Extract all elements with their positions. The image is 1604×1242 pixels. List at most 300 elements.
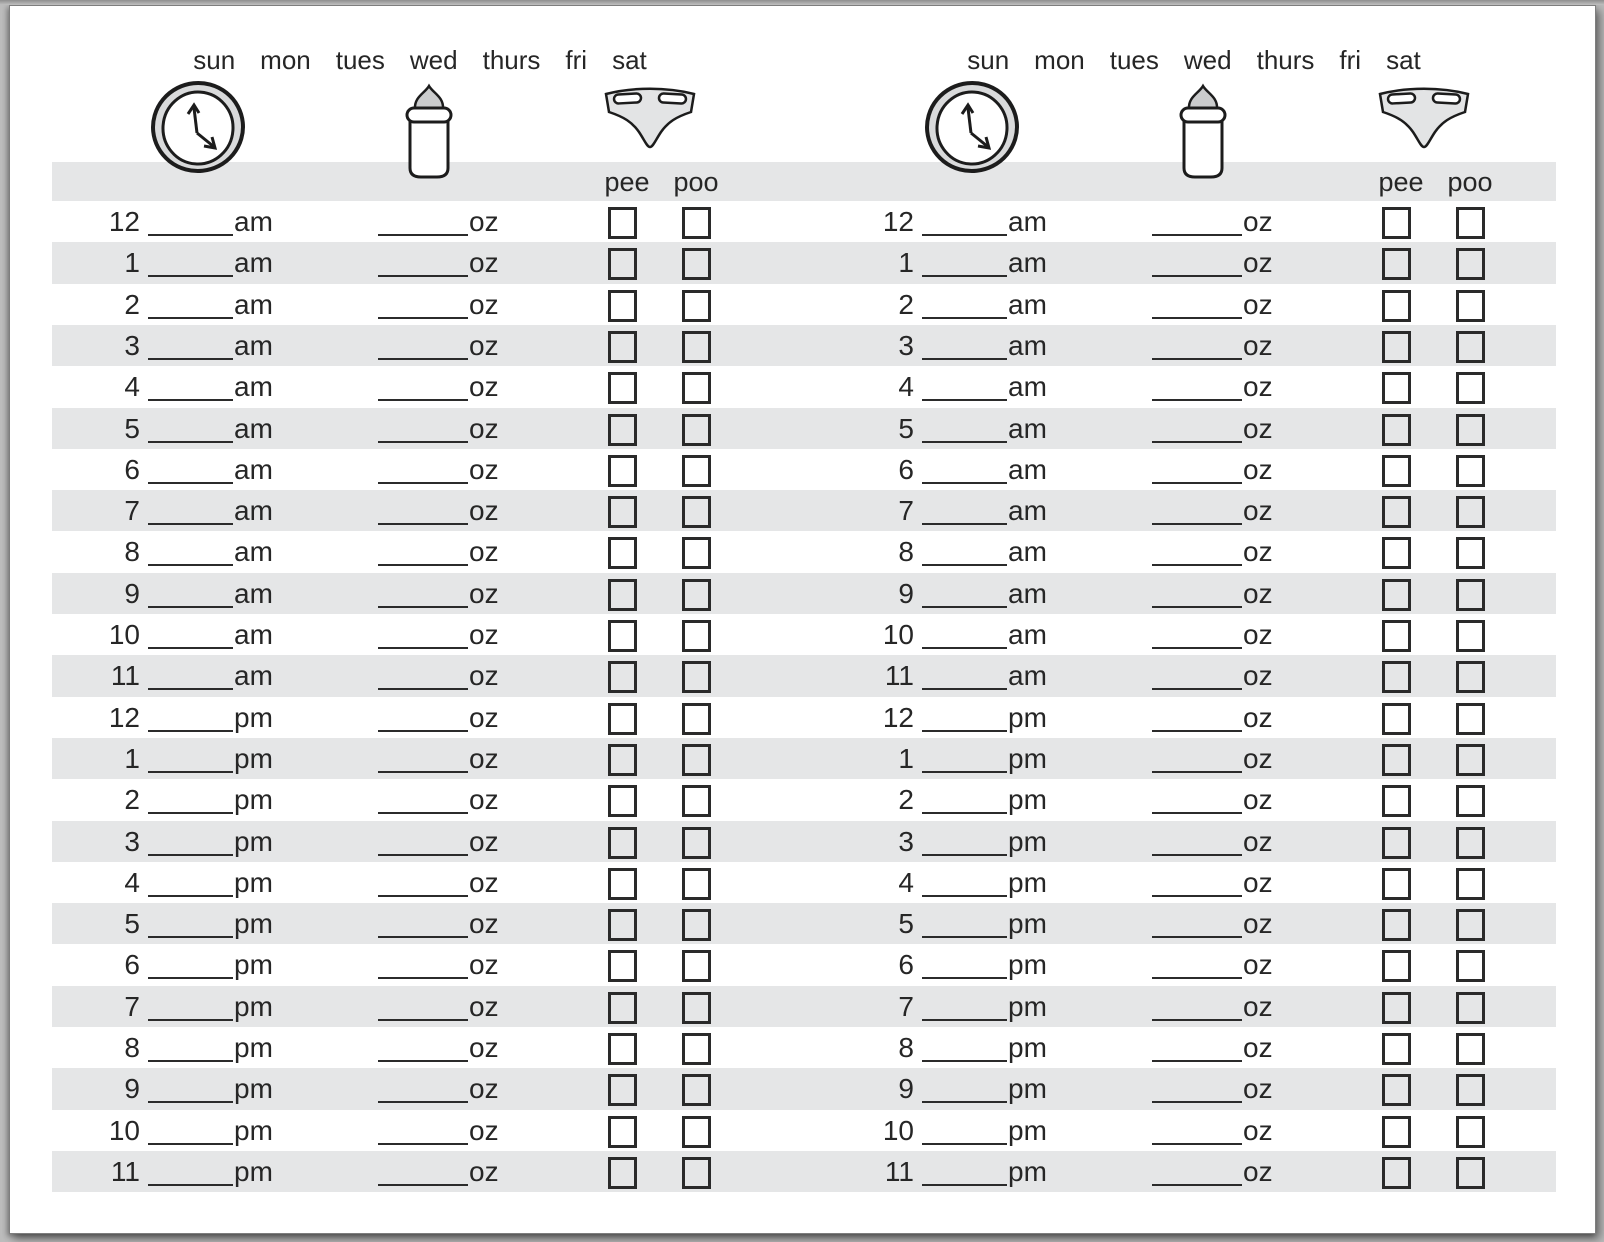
pee-checkbox[interactable] bbox=[608, 992, 637, 1024]
time-blank[interactable] bbox=[922, 1184, 1007, 1186]
ounces-blank[interactable] bbox=[1152, 812, 1242, 814]
oz-label: oz bbox=[1243, 577, 1273, 609]
oz-label: oz bbox=[469, 1032, 499, 1063]
ounces-blank[interactable] bbox=[378, 564, 468, 566]
ounces-blank[interactable] bbox=[1152, 482, 1242, 484]
poo-checkbox[interactable] bbox=[1456, 455, 1485, 487]
oz-label: oz bbox=[469, 288, 499, 320]
meridiem-label: pm bbox=[234, 949, 273, 981]
pee-checkbox[interactable] bbox=[608, 868, 637, 900]
time-blank[interactable] bbox=[922, 482, 1007, 484]
hour-row bbox=[774, 903, 1554, 944]
clock-icon bbox=[924, 80, 1020, 175]
hour-label: 6 bbox=[898, 453, 914, 485]
time-blank[interactable] bbox=[148, 1143, 233, 1145]
poo-checkbox[interactable] bbox=[682, 950, 711, 982]
time-blank[interactable] bbox=[922, 358, 1007, 360]
pee-checkbox[interactable] bbox=[1382, 785, 1411, 817]
ounces-blank[interactable] bbox=[1152, 399, 1242, 401]
ounces-blank[interactable] bbox=[1152, 730, 1242, 732]
ounces-blank[interactable] bbox=[378, 812, 468, 814]
pee-checkbox[interactable] bbox=[608, 827, 637, 859]
poo-checkbox[interactable] bbox=[682, 661, 711, 693]
hour-row bbox=[774, 1068, 1554, 1109]
diaper-icon bbox=[598, 84, 702, 154]
hour-row bbox=[0, 201, 780, 242]
hour-row bbox=[774, 697, 1554, 738]
ounces-blank[interactable] bbox=[378, 895, 468, 897]
poo-checkbox[interactable] bbox=[1456, 372, 1485, 404]
pee-checkbox[interactable] bbox=[1382, 1033, 1411, 1065]
ounces-blank[interactable] bbox=[1152, 936, 1242, 938]
oz-label: oz bbox=[469, 371, 499, 403]
poo-checkbox[interactable] bbox=[682, 455, 711, 487]
meridiem-label: am bbox=[234, 495, 273, 527]
poo-column-header: poo bbox=[1447, 167, 1493, 197]
weekday-label: fri bbox=[1339, 45, 1362, 75]
poo-column-header: poo bbox=[673, 167, 719, 197]
hour-label: 5 bbox=[898, 412, 914, 444]
oz-label: oz bbox=[469, 536, 499, 568]
hour-label: 9 bbox=[898, 577, 914, 609]
pee-checkbox[interactable] bbox=[608, 620, 637, 652]
poo-checkbox[interactable] bbox=[682, 1074, 711, 1106]
ounces-blank[interactable] bbox=[1152, 358, 1242, 360]
pee-checkbox[interactable] bbox=[1382, 414, 1411, 446]
ounces-blank[interactable] bbox=[1152, 1143, 1242, 1145]
time-blank[interactable] bbox=[922, 1019, 1007, 1021]
ounces-blank[interactable] bbox=[1152, 647, 1242, 649]
poo-checkbox[interactable] bbox=[1456, 1116, 1485, 1148]
poo-checkbox[interactable] bbox=[1456, 1157, 1485, 1189]
pee-checkbox[interactable] bbox=[1382, 868, 1411, 900]
pee-checkbox[interactable] bbox=[1382, 703, 1411, 735]
time-blank[interactable] bbox=[922, 564, 1007, 566]
poo-checkbox[interactable] bbox=[682, 1116, 711, 1148]
pee-checkbox[interactable] bbox=[608, 744, 637, 776]
meridiem-label: am bbox=[234, 329, 273, 361]
ounces-blank[interactable] bbox=[1152, 1101, 1242, 1103]
hour-label: 3 bbox=[898, 825, 914, 857]
poo-checkbox[interactable] bbox=[682, 496, 711, 528]
time-blank[interactable] bbox=[922, 234, 1007, 236]
time-blank[interactable] bbox=[148, 647, 233, 649]
poo-checkbox[interactable] bbox=[682, 992, 711, 1024]
pee-checkbox[interactable] bbox=[1382, 661, 1411, 693]
oz-label: oz bbox=[1243, 866, 1273, 898]
poo-checkbox[interactable] bbox=[1456, 827, 1485, 859]
oz-label: oz bbox=[1243, 660, 1273, 692]
oz-label: oz bbox=[469, 949, 499, 981]
ounces-blank[interactable] bbox=[1152, 523, 1242, 525]
time-blank[interactable] bbox=[148, 523, 233, 525]
ounces-blank[interactable] bbox=[1152, 854, 1242, 856]
time-blank[interactable] bbox=[922, 606, 1007, 608]
pee-checkbox[interactable] bbox=[608, 661, 637, 693]
pee-checkbox[interactable] bbox=[608, 785, 637, 817]
pee-checkbox[interactable] bbox=[1382, 1116, 1411, 1148]
hour-row bbox=[774, 284, 1554, 325]
hour-label: 4 bbox=[898, 371, 914, 403]
poo-checkbox[interactable] bbox=[1456, 744, 1485, 776]
poo-checkbox[interactable] bbox=[1456, 909, 1485, 941]
ounces-blank[interactable] bbox=[378, 358, 468, 360]
ounces-blank[interactable] bbox=[378, 1060, 468, 1062]
pee-checkbox[interactable] bbox=[608, 1157, 637, 1189]
hour-row bbox=[0, 1110, 780, 1151]
poo-checkbox[interactable] bbox=[682, 331, 711, 363]
hour-row bbox=[774, 614, 1554, 655]
ounces-blank[interactable] bbox=[1152, 895, 1242, 897]
weekday-row bbox=[924, 45, 1464, 76]
hour-label: 1 bbox=[898, 742, 914, 774]
hour-row bbox=[774, 944, 1554, 985]
poo-checkbox[interactable] bbox=[682, 703, 711, 735]
weekday-label: sun bbox=[193, 45, 236, 75]
time-blank[interactable] bbox=[148, 482, 233, 484]
poo-checkbox[interactable] bbox=[682, 827, 711, 859]
time-blank[interactable] bbox=[148, 358, 233, 360]
poo-checkbox[interactable] bbox=[682, 537, 711, 569]
time-blank[interactable] bbox=[148, 1019, 233, 1021]
ounces-blank[interactable] bbox=[378, 441, 468, 443]
pee-checkbox[interactable] bbox=[608, 290, 637, 322]
meridiem-label: am bbox=[234, 660, 273, 692]
oz-label: oz bbox=[469, 784, 499, 816]
pee-checkbox[interactable] bbox=[1382, 496, 1411, 528]
pee-checkbox[interactable] bbox=[608, 372, 637, 404]
poo-checkbox[interactable] bbox=[1456, 661, 1485, 693]
hour-row bbox=[774, 573, 1554, 614]
ounces-blank[interactable] bbox=[378, 771, 468, 773]
hour-row bbox=[0, 531, 780, 572]
ounces-blank[interactable] bbox=[378, 1019, 468, 1021]
poo-checkbox[interactable] bbox=[682, 579, 711, 611]
time-blank[interactable] bbox=[922, 895, 1007, 897]
ounces-blank[interactable] bbox=[1152, 771, 1242, 773]
hour-label: 3 bbox=[124, 825, 140, 857]
hour-label: 8 bbox=[124, 1032, 140, 1063]
hour-label: 12 bbox=[882, 206, 914, 237]
hour-label: 1 bbox=[124, 247, 140, 279]
hour-row bbox=[774, 531, 1554, 572]
pee-checkbox[interactable] bbox=[1382, 579, 1411, 611]
poo-checkbox[interactable] bbox=[1456, 1074, 1485, 1106]
pee-checkbox[interactable] bbox=[608, 207, 637, 239]
ounces-blank[interactable] bbox=[378, 977, 468, 979]
ounces-blank[interactable] bbox=[1152, 1184, 1242, 1186]
hour-row bbox=[0, 697, 780, 738]
ounces-blank[interactable] bbox=[378, 854, 468, 856]
meridiem-label: pm bbox=[234, 908, 273, 940]
meridiem-label: pm bbox=[1008, 701, 1047, 733]
pee-checkbox[interactable] bbox=[1382, 744, 1411, 776]
time-blank[interactable] bbox=[922, 523, 1007, 525]
oz-label: oz bbox=[1243, 784, 1273, 816]
poo-checkbox[interactable] bbox=[1456, 496, 1485, 528]
poo-checkbox[interactable] bbox=[682, 372, 711, 404]
hour-label: 3 bbox=[124, 329, 140, 361]
ounces-blank[interactable] bbox=[378, 399, 468, 401]
poo-checkbox[interactable] bbox=[1456, 207, 1485, 239]
ounces-blank[interactable] bbox=[378, 523, 468, 525]
time-blank[interactable] bbox=[148, 275, 233, 277]
poo-checkbox[interactable] bbox=[1456, 620, 1485, 652]
oz-label: oz bbox=[469, 701, 499, 733]
time-blank[interactable] bbox=[922, 771, 1007, 773]
poo-checkbox[interactable] bbox=[682, 207, 711, 239]
time-blank[interactable] bbox=[148, 771, 233, 773]
hour-row bbox=[0, 242, 780, 283]
meridiem-label: pm bbox=[1008, 1032, 1047, 1063]
meridiem-label: pm bbox=[1008, 825, 1047, 857]
hour-row bbox=[0, 821, 780, 862]
hour-label: 10 bbox=[882, 619, 914, 650]
time-blank[interactable] bbox=[922, 812, 1007, 814]
ounces-blank[interactable] bbox=[378, 275, 468, 277]
meridiem-label: am bbox=[1008, 412, 1047, 444]
hour-row bbox=[774, 779, 1554, 820]
meridiem-label: am bbox=[234, 288, 273, 320]
time-blank[interactable] bbox=[922, 936, 1007, 938]
ounces-blank[interactable] bbox=[378, 730, 468, 732]
hour-row bbox=[0, 325, 780, 366]
pee-checkbox[interactable] bbox=[608, 537, 637, 569]
hour-label: 1 bbox=[898, 247, 914, 279]
poo-checkbox[interactable] bbox=[682, 1157, 711, 1189]
ounces-blank[interactable] bbox=[1152, 564, 1242, 566]
poo-checkbox[interactable] bbox=[682, 909, 711, 941]
pee-checkbox[interactable] bbox=[1382, 248, 1411, 280]
time-blank[interactable] bbox=[148, 977, 233, 979]
pee-checkbox[interactable] bbox=[1382, 1074, 1411, 1106]
meridiem-label: pm bbox=[234, 701, 273, 733]
poo-checkbox[interactable] bbox=[1456, 992, 1485, 1024]
pee-checkbox[interactable] bbox=[608, 1116, 637, 1148]
time-blank[interactable] bbox=[148, 399, 233, 401]
pee-checkbox[interactable] bbox=[608, 1033, 637, 1065]
meridiem-label: pm bbox=[234, 784, 273, 816]
time-blank[interactable] bbox=[922, 1143, 1007, 1145]
ounces-blank[interactable] bbox=[1152, 234, 1242, 236]
oz-label: oz bbox=[469, 908, 499, 940]
ounces-blank[interactable] bbox=[1152, 1060, 1242, 1062]
poo-checkbox[interactable] bbox=[1456, 331, 1485, 363]
time-blank[interactable] bbox=[148, 234, 233, 236]
pee-checkbox[interactable] bbox=[1382, 331, 1411, 363]
hour-row bbox=[774, 201, 1554, 242]
ounces-blank[interactable] bbox=[378, 606, 468, 608]
pee-checkbox[interactable] bbox=[1382, 455, 1411, 487]
pee-checkbox[interactable] bbox=[608, 496, 637, 528]
time-blank[interactable] bbox=[148, 606, 233, 608]
ounces-blank[interactable] bbox=[1152, 688, 1242, 690]
time-blank[interactable] bbox=[922, 317, 1007, 319]
poo-checkbox[interactable] bbox=[1456, 703, 1485, 735]
weekday-label: mon bbox=[1034, 45, 1085, 75]
time-blank[interactable] bbox=[922, 977, 1007, 979]
time-blank[interactable] bbox=[922, 1101, 1007, 1103]
hour-row bbox=[0, 903, 780, 944]
ounces-blank[interactable] bbox=[378, 1184, 468, 1186]
time-blank[interactable] bbox=[148, 564, 233, 566]
hour-row bbox=[774, 1110, 1554, 1151]
ounces-blank[interactable] bbox=[378, 482, 468, 484]
ounces-blank[interactable] bbox=[1152, 275, 1242, 277]
poo-checkbox[interactable] bbox=[1456, 785, 1485, 817]
pee-checkbox[interactable] bbox=[1382, 827, 1411, 859]
oz-label: oz bbox=[469, 453, 499, 485]
ounces-blank[interactable] bbox=[378, 317, 468, 319]
poo-checkbox[interactable] bbox=[682, 620, 711, 652]
oz-label: oz bbox=[1243, 495, 1273, 527]
poo-checkbox[interactable] bbox=[682, 744, 711, 776]
pee-checkbox[interactable] bbox=[608, 909, 637, 941]
oz-label: oz bbox=[1243, 1114, 1273, 1146]
meridiem-label: pm bbox=[1008, 1114, 1047, 1146]
poo-checkbox[interactable] bbox=[1456, 290, 1485, 322]
pee-checkbox[interactable] bbox=[608, 248, 637, 280]
meridiem-label: pm bbox=[234, 990, 273, 1022]
hour-label: 10 bbox=[108, 1114, 140, 1146]
pee-checkbox[interactable] bbox=[1382, 620, 1411, 652]
time-blank[interactable] bbox=[148, 688, 233, 690]
hour-label: 5 bbox=[124, 412, 140, 444]
time-blank[interactable] bbox=[148, 812, 233, 814]
meridiem-label: am bbox=[234, 247, 273, 279]
meridiem-label: am bbox=[234, 453, 273, 485]
ounces-blank[interactable] bbox=[378, 688, 468, 690]
meridiem-label: am bbox=[1008, 288, 1047, 320]
oz-label: oz bbox=[469, 247, 499, 279]
ounces-blank[interactable] bbox=[378, 647, 468, 649]
meridiem-label: pm bbox=[234, 1114, 273, 1146]
hour-label: 8 bbox=[898, 536, 914, 568]
hour-label: 4 bbox=[898, 866, 914, 898]
hour-row bbox=[0, 1068, 780, 1109]
pee-checkbox[interactable] bbox=[1382, 537, 1411, 569]
time-blank[interactable] bbox=[922, 399, 1007, 401]
hour-label: 5 bbox=[124, 908, 140, 940]
poo-checkbox[interactable] bbox=[682, 414, 711, 446]
pee-checkbox[interactable] bbox=[608, 950, 637, 982]
pee-checkbox[interactable] bbox=[1382, 207, 1411, 239]
ounces-blank[interactable] bbox=[378, 1101, 468, 1103]
time-blank[interactable] bbox=[922, 854, 1007, 856]
ounces-blank[interactable] bbox=[1152, 977, 1242, 979]
hour-label: 9 bbox=[124, 1073, 140, 1105]
poo-checkbox[interactable] bbox=[1456, 1033, 1485, 1065]
ounces-blank[interactable] bbox=[1152, 606, 1242, 608]
oz-label: oz bbox=[1243, 908, 1273, 940]
meridiem-label: am bbox=[1008, 495, 1047, 527]
weekday-label: thurs bbox=[1256, 45, 1315, 75]
time-blank[interactable] bbox=[148, 1060, 233, 1062]
time-blank[interactable] bbox=[148, 895, 233, 897]
ounces-blank[interactable] bbox=[378, 936, 468, 938]
hour-row bbox=[0, 944, 780, 985]
pee-checkbox[interactable] bbox=[1382, 1157, 1411, 1189]
pee-checkbox[interactable] bbox=[1382, 950, 1411, 982]
time-blank[interactable] bbox=[922, 275, 1007, 277]
pee-checkbox[interactable] bbox=[608, 331, 637, 363]
oz-label: oz bbox=[1243, 247, 1273, 279]
hour-row bbox=[0, 366, 780, 407]
time-blank[interactable] bbox=[922, 1060, 1007, 1062]
oz-label: oz bbox=[469, 619, 499, 650]
time-blank[interactable] bbox=[922, 688, 1007, 690]
ounces-blank[interactable] bbox=[1152, 441, 1242, 443]
pee-checkbox[interactable] bbox=[608, 455, 637, 487]
oz-label: oz bbox=[469, 866, 499, 898]
time-blank[interactable] bbox=[922, 441, 1007, 443]
poo-checkbox[interactable] bbox=[1456, 579, 1485, 611]
time-blank[interactable] bbox=[148, 441, 233, 443]
hour-label: 5 bbox=[898, 908, 914, 940]
oz-label: oz bbox=[1243, 990, 1273, 1022]
oz-label: oz bbox=[1243, 701, 1273, 733]
poo-checkbox[interactable] bbox=[682, 785, 711, 817]
ounces-blank[interactable] bbox=[378, 234, 468, 236]
weekday-label: fri bbox=[565, 45, 588, 75]
poo-checkbox[interactable] bbox=[1456, 414, 1485, 446]
poo-checkbox[interactable] bbox=[1456, 248, 1485, 280]
oz-label: oz bbox=[1243, 371, 1273, 403]
time-blank[interactable] bbox=[922, 647, 1007, 649]
poo-checkbox[interactable] bbox=[1456, 868, 1485, 900]
pee-checkbox[interactable] bbox=[608, 1074, 637, 1106]
pee-checkbox[interactable] bbox=[1382, 992, 1411, 1024]
pee-checkbox[interactable] bbox=[608, 703, 637, 735]
oz-label: oz bbox=[1243, 288, 1273, 320]
oz-label: oz bbox=[1243, 1073, 1273, 1105]
meridiem-label: am bbox=[234, 412, 273, 444]
pee-checkbox[interactable] bbox=[1382, 372, 1411, 404]
poo-checkbox[interactable] bbox=[682, 290, 711, 322]
hour-label: 6 bbox=[898, 949, 914, 981]
meridiem-label: pm bbox=[234, 742, 273, 774]
pee-checkbox[interactable] bbox=[1382, 290, 1411, 322]
time-blank[interactable] bbox=[922, 730, 1007, 732]
ounces-blank[interactable] bbox=[1152, 1019, 1242, 1021]
time-blank[interactable] bbox=[148, 936, 233, 938]
time-blank[interactable] bbox=[148, 317, 233, 319]
hour-label: 7 bbox=[898, 495, 914, 527]
time-blank[interactable] bbox=[148, 854, 233, 856]
time-blank[interactable] bbox=[148, 1184, 233, 1186]
weekday-label: sat bbox=[612, 45, 647, 75]
weekday-row bbox=[150, 45, 690, 76]
poo-checkbox[interactable] bbox=[682, 248, 711, 280]
oz-label: oz bbox=[469, 412, 499, 444]
hour-label: 6 bbox=[124, 453, 140, 485]
poo-checkbox[interactable] bbox=[682, 868, 711, 900]
pee-checkbox[interactable] bbox=[608, 579, 637, 611]
meridiem-label: pm bbox=[234, 825, 273, 857]
pee-checkbox[interactable] bbox=[1382, 909, 1411, 941]
meridiem-label: am bbox=[234, 371, 273, 403]
ounces-blank[interactable] bbox=[1152, 317, 1242, 319]
pee-checkbox[interactable] bbox=[608, 414, 637, 446]
time-blank[interactable] bbox=[148, 730, 233, 732]
poo-checkbox[interactable] bbox=[682, 1033, 711, 1065]
hour-label: 12 bbox=[108, 701, 140, 733]
time-blank[interactable] bbox=[148, 1101, 233, 1103]
meridiem-label: pm bbox=[1008, 949, 1047, 981]
poo-checkbox[interactable] bbox=[1456, 537, 1485, 569]
ounces-blank[interactable] bbox=[378, 1143, 468, 1145]
poo-checkbox[interactable] bbox=[1456, 950, 1485, 982]
